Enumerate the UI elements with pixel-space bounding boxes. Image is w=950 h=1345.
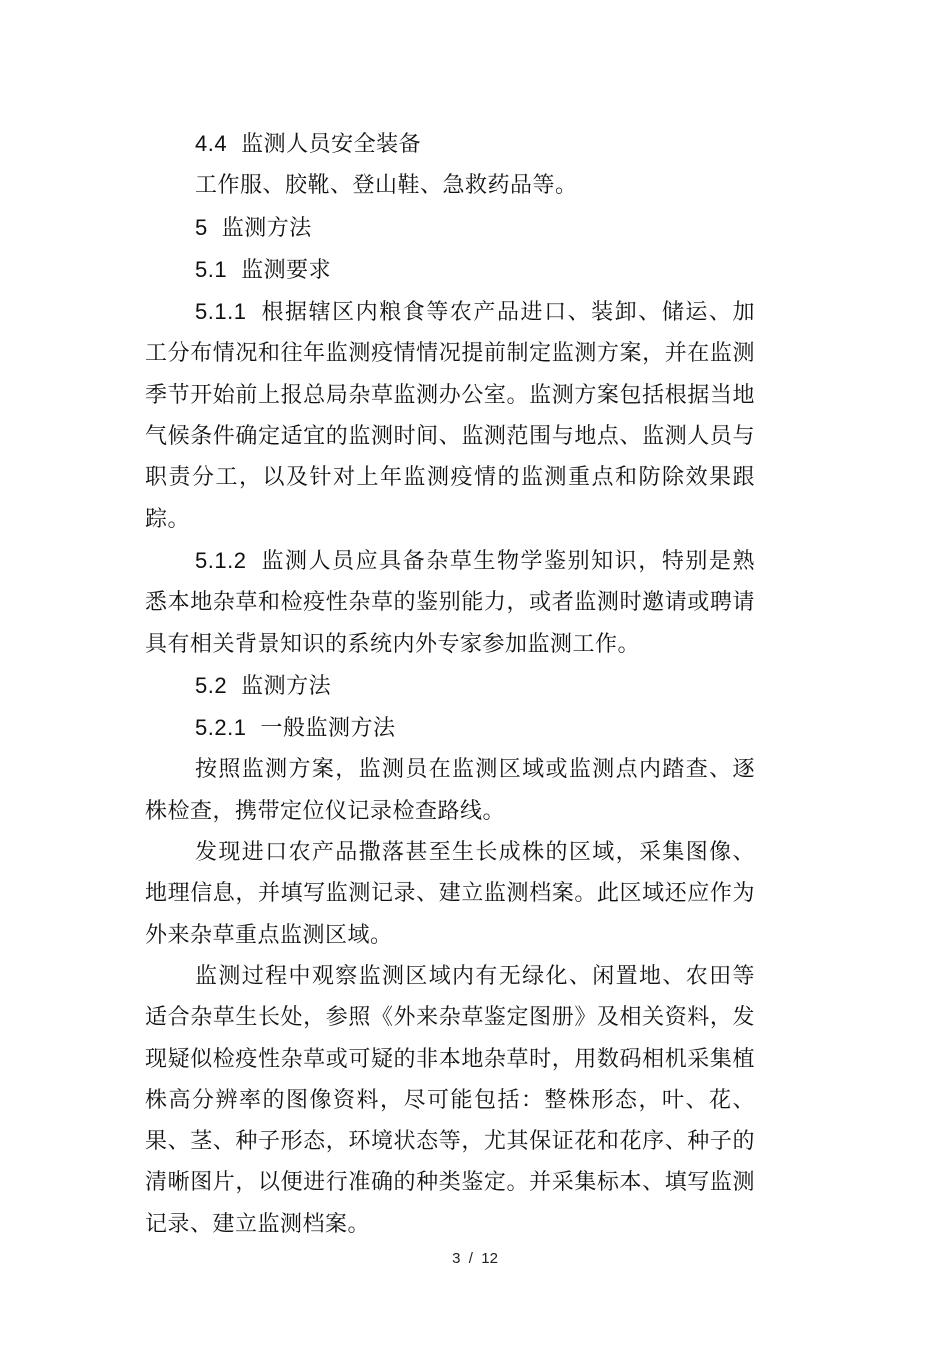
section-heading-5 [145,207,755,249]
section-title: 监测方法 [241,673,332,699]
paragraph-text: 发现进口农产品撒落甚至生长成株的区域，采集图像、地理信息，并填写监测记录、建立监测档案。此区域还应作为外来杂草重点监测区域。 [145,840,755,948]
section-number: 5.1 [195,256,228,282]
paragraph-text: 工作服、胶靴、登山鞋、急救药品等。 [195,173,578,199]
section-title: 监测方法 [221,215,312,241]
paragraph-text: 按照监测方案，监测员在监测区域或监测点内踏查、逐株检查，携带定位仪记录检查路线。 [145,757,755,824]
section-number: 5 [195,214,208,240]
section-number: 4.4 [195,131,228,156]
section-heading-4-4 [145,123,755,165]
page-number-footer [0,1250,950,1267]
paragraph-5-1-2 [145,540,755,665]
section-number: 5.2.1 [195,715,247,741]
paragraph-image-collection [145,956,755,1245]
page-indicator: 3 / 12 [452,1250,498,1267]
section-title: 监测要求 [241,257,332,283]
paragraph-text: 监测过程中观察监测区域内有无绿化、闲置地、农田等适合杂草生长处，参照《外来杂草鉴定图册》及相关资料，发现疑似检疫性杂草或可疑的非本地杂草时，用数码相机采集植株高分辨率的图像资料，尽可能包括：整株形态，叶、花、果、茎、种子形态，环境状态等，尤其保证花和花序、种子的清晰图片，以便进行准确的种类鉴定。并采集标本、填写监测记录、建立监测档案。 [145,963,755,1237]
paragraph-5-1-1 [145,291,755,540]
paragraph-text: 监测人员应具备杂草生物学鉴别知识，特别是熟悉本地杂草和检疫性杂草的鉴别能力，或者监测时邀请或聘请具有相关背景知识的系统内外专家参加监测工作。 [145,548,755,657]
paragraph-safety-equipment [145,165,755,206]
section-heading-5-2 [145,665,755,707]
section-heading-5-1 [145,249,755,291]
section-number: 5.2 [195,672,228,698]
section-number: 5.1.2 [195,547,247,573]
document-body [145,123,755,1245]
section-title: 监测人员安全装备 [241,132,422,157]
section-heading-5-2-1 [145,707,755,749]
paragraph-key-monitoring-area [145,832,755,956]
section-number: 5.1.1 [195,299,247,325]
paragraph-text: 根据辖区内粮食等农产品进口、装卸、储运、加工分布情况和往年监测疫情情况提前制定监测方案，并在监测季节开始前上报总局杂草监测办公室。监测方案包括根据当地气候条件确定适宜的监测时间、监测范围与地点、监测人员与职责分工，以及针对上年监测疫情的监测重点和防除效果跟踪。 [145,300,755,532]
paragraph-inspection-route [145,749,755,832]
section-title: 一般监测方法 [260,716,396,742]
